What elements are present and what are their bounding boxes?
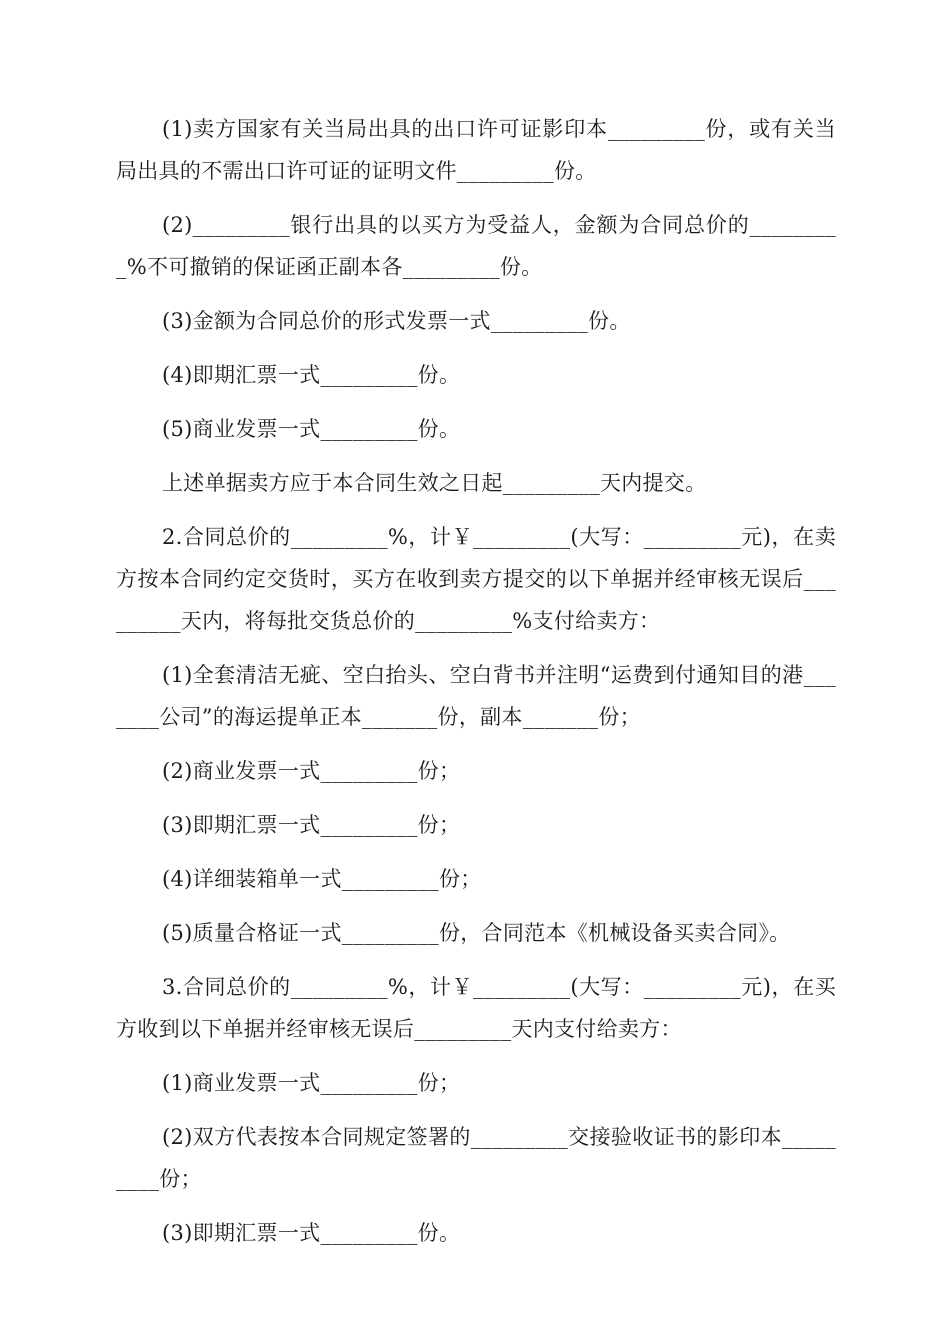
paragraph: (3)即期汇票一式_________份； bbox=[162, 813, 461, 837]
paragraph: (2)商业发票一式_________份； bbox=[162, 759, 461, 783]
paragraph: (1)商业发票一式_________份； bbox=[162, 1071, 461, 1095]
paragraph: (4)即期汇票一式_________份。 bbox=[162, 363, 461, 387]
paragraph: (3)金额为合同总价的形式发票一式_________份。 bbox=[162, 309, 631, 333]
document-body bbox=[116, 108, 836, 1266]
paragraph: (1)全套清洁无疵、空白抬头、空白背书并注明“运费到付通知目的港_______公司”的海运提单正本_______份，副本_______份； bbox=[116, 663, 836, 729]
paragraph: (3)即期汇票一式_________份。 bbox=[162, 1221, 461, 1245]
paragraph: (1)卖方国家有关当局出具的出口许可证影印本_________份，或有关当局出具的不需出口许可证的证明文件_________份。 bbox=[116, 117, 836, 183]
paragraph: (2)_________银行出具的以买方为受益人，金额为合同总价的_________%不可撤销的保证函正副本各_________份。 bbox=[116, 213, 836, 279]
paragraph: 3.合同总价的_________%，计￥_________(大写：_________元)，在买方收到以下单据并经审核无误后_________天内支付给卖方： bbox=[116, 975, 836, 1041]
paragraph: (4)详细装箱单一式_________份； bbox=[162, 867, 482, 891]
paragraph: (2)双方代表按本合同规定签署的_________交接验收证书的影印本_________份； bbox=[116, 1125, 836, 1191]
paragraph: 上述单据卖方应于本合同生效之日起_________天内提交。 bbox=[162, 471, 707, 495]
paragraph: 2.合同总价的_________%，计￥_________(大写：_________元)，在卖方按本合同约定交货时，买方在收到卖方提交的以下单据并经审核无误后_________天内，将每批交货总价的_________%支付给卖方： bbox=[116, 525, 836, 633]
paragraph: (5)商业发票一式_________份。 bbox=[162, 417, 461, 441]
paragraph: (5)质量合格证一式_________份，合同范本《机械设备买卖合同》。 bbox=[162, 921, 791, 945]
